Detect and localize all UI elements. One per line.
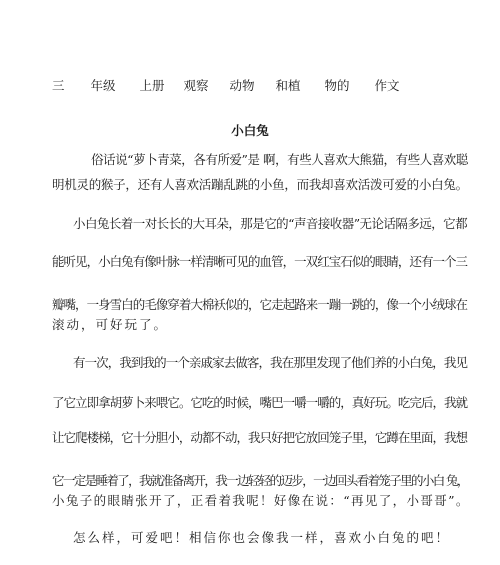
paragraph-3-line-4: 它一定是睡着了，我就准备离开，我一边轻轻的迈步，一边回头看着笼子里的小白 兔， — [52, 473, 468, 488]
header-grade: 年级 — [90, 78, 116, 93]
paragraph-2-line-3: 瓣嘴，一身雪白的毛像穿着大棉袄似的，它走起路来一蹦一跳的，像一个小绒球在 — [52, 297, 468, 312]
header-observe: 观察 — [183, 78, 209, 93]
header-grade-number: 三 — [52, 78, 65, 93]
paragraph-3-line-3: 让它爬楼梯，它十分胆小，动都不动，我只好把它放回笼子里，它蹲在里面，我想 — [52, 430, 468, 445]
paragraph-1-line-1: 俗话说“萝卜青菜，各有所爱”是 啊，有些人喜欢大熊猫，有些人喜欢聪 — [91, 152, 468, 167]
paragraph-3-line-2: 了它立即拿胡萝卜来喂它。它吃的时候，嘴巴一嚼一嚼的，真好玩。吃完后，我就 — [52, 395, 468, 410]
page-title: 小白兔 — [231, 123, 269, 138]
header-volume: 上册 — [139, 78, 165, 93]
paragraph-1-line-2: 明机灵的猴子，还有人喜欢活蹦乱跳的小鱼，而我却喜欢活泼可爱的小白兔。 — [52, 177, 468, 192]
header-animals: 动物 — [229, 78, 255, 93]
paragraph-2-line-1: 小白兔长着一对长长的大耳朵，那是它的“声音接收器”无论话隔多远，它都 — [73, 216, 468, 231]
header-and-plants-1: 和植 — [275, 78, 301, 93]
paragraph-3-line-1: 有一次，我到我的一个亲戚家去做客，我在那里发现了他们养的小白兔，我见 — [73, 355, 468, 370]
document-header — [52, 78, 400, 94]
paragraph-2-line-4: 滚动，可好玩了。 — [52, 317, 169, 332]
paragraph-3-line-5: 小兔子的眼睛张开了，正看着我呢！好像在说：“再见了，小哥哥”。 — [52, 493, 470, 508]
header-and-plants-2: 物的 — [324, 78, 350, 93]
header-composition: 作文 — [374, 78, 400, 93]
paragraph-2-line-2: 能听见，小白兔有像叶脉一样清晰可见的血管，一双红宝石似的眼睛，还有一个三 — [52, 254, 468, 269]
paragraph-4-line-1: 怎么样，可爱吧！相信你也会像我一样，喜欢小白兔的吧！ — [73, 530, 451, 545]
